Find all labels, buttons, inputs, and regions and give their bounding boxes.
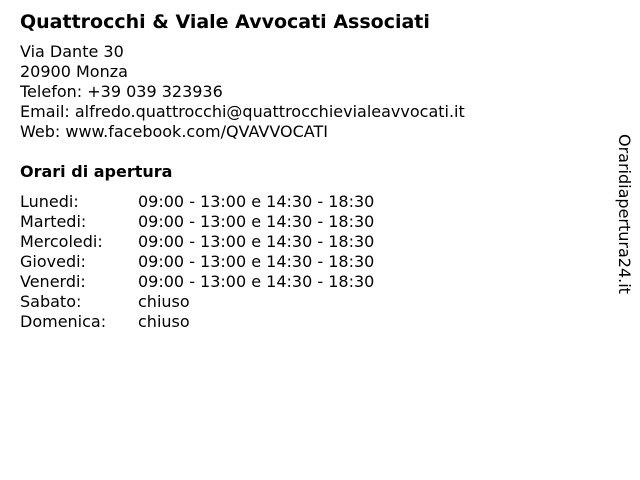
phone-line: Telefon: +39 039 323936 (20, 82, 223, 101)
hours-saturday: chiuso (138, 292, 190, 311)
day-monday: Lunedi: (20, 192, 79, 211)
hours-row-saturday (20, 292, 600, 312)
hours-row-monday (20, 192, 600, 212)
site-brand-text: Oraridiapertura24.it (615, 134, 634, 294)
day-tuesday: Martedi: (20, 212, 87, 231)
email-line: Email: alfredo.quattrocchi@quattrocchievialeavvocati.it (20, 102, 465, 121)
business-card (20, 10, 600, 332)
day-wednesday: Mercoledi: (20, 232, 103, 251)
business-name: Quattrocchi & Viale Avvocati Associati (20, 11, 430, 33)
hours-monday: 09:00 - 13:00 e 14:30 - 18:30 (138, 192, 375, 211)
hours-row-thursday (20, 252, 600, 272)
hours-wednesday: 09:00 - 13:00 e 14:30 - 18:30 (138, 232, 375, 251)
hours-row-wednesday (20, 232, 600, 252)
opening-hours-heading: Orari di apertura (20, 162, 173, 181)
web-line: Web: www.facebook.com/QVAVVOCATI (20, 122, 328, 141)
hours-friday: 09:00 - 13:00 e 14:30 - 18:30 (138, 272, 375, 291)
hours-row-friday (20, 272, 600, 292)
day-saturday: Sabato: (20, 292, 82, 311)
address-line-1: Via Dante 30 (20, 42, 124, 61)
day-thursday: Giovedi: (20, 252, 86, 271)
day-sunday: Domenica: (20, 312, 107, 331)
address-line-2: 20900 Monza (20, 62, 128, 81)
hours-row-sunday (20, 312, 600, 332)
hours-sunday: chiuso (138, 312, 190, 331)
hours-row-tuesday (20, 212, 600, 232)
day-friday: Venerdi: (20, 272, 86, 291)
hours-tuesday: 09:00 - 13:00 e 14:30 - 18:30 (138, 212, 375, 231)
hours-thursday: 09:00 - 13:00 e 14:30 - 18:30 (138, 252, 375, 271)
